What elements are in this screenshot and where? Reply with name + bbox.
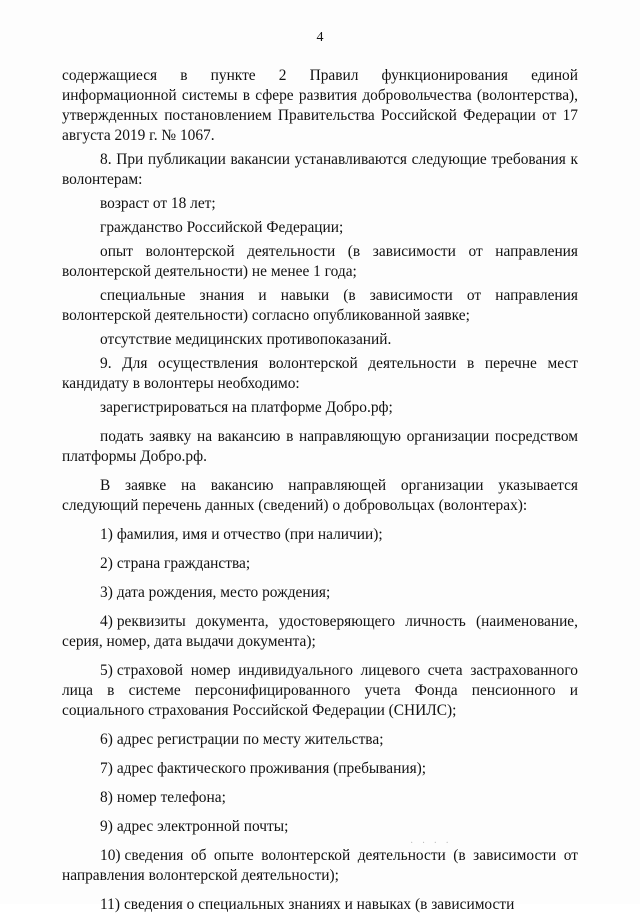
list-item-text: сведения о специальных знаниях и навыках (в зависимости [123,896,515,913]
list-item [62,661,578,721]
list-item-number: 9) [100,818,113,835]
paragraph-requirements-intro: 8. При публикации вакансии устанавливаются следующие требования к волонтерам: [62,151,578,188]
list-item [62,817,578,837]
list-item-number: 11) [100,896,120,913]
list-item [62,846,578,886]
paragraph-continuation: содержащиеся в пункте 2 Правил функционирования единой информационной системы в сфере развития добровольчества (волонтерства), утвержденных постановлением Правительства Российской Федерации от 17 августа 2019 г. № 1067. [62,67,578,144]
step-apply: подать заявку на вакансию в направляющую организации посредством платформы Добро.рф. [62,428,578,465]
step-register: зарегистрироваться на платформе Добро.рф; [100,399,393,416]
list-item [62,525,578,545]
page-number: 4 [316,30,324,45]
list-item-number: 2) [100,555,113,572]
list-item [62,583,578,603]
requirement-medical: отсутствие медицинских противопоказаний. [100,331,392,348]
list-item-text: адрес регистрации по месту жительства; [116,731,384,748]
list-item-number: 1) [100,526,113,543]
list-item [62,895,578,915]
list-item [62,730,578,750]
list-item-text: адрес электронной почты; [116,818,289,835]
requirement-age: возраст от 18 лет; [100,195,216,212]
list-item [62,554,578,574]
list-item-number: 7) [100,760,113,777]
list-item-text: реквизиты документа, удостоверяющего личность (наименование, серия, номер, дата выдачи документа); [62,613,578,650]
list-item [62,759,578,779]
list-item-number: 5) [100,662,113,679]
list-item-text: фамилия, имя и отчество (при наличии); [116,526,383,543]
list-item [62,612,578,652]
list-item-text: страховой номер индивидуального лицевого счета застрахованного лица в системе персонифицированного учета Фонда пенсионного и социального страхования Российской Федерации (СНИЛС); [62,662,578,719]
requirement-citizenship: гражданство Российской Федерации; [100,219,344,236]
list-item-number: 6) [100,731,113,748]
list-item-number: 3) [100,584,113,601]
scan-speckles: · · · · [410,838,452,849]
list-item-text: сведения об опыте волонтерской деятельности (в зависимости от направления волонтерской деятельности); [62,847,578,884]
list-item-text: страна гражданства; [116,555,251,572]
list-item-number: 10) [100,847,121,864]
paragraph-data-list-intro: В заявке на вакансию направляющей организации указывается следующий перечень данных (сведений) о добровольцах (волонтерах): [62,477,578,514]
list-item [62,788,578,808]
requirement-skills: специальные знания и навыки (в зависимости от направления волонтерской деятельности) согласно опубликованной заявке; [62,287,578,324]
document-body [62,66,578,919]
list-item-number: 8) [100,789,113,806]
paragraph-candidate-steps: 9. Для осуществления волонтерской деятельности в перечне мест кандидату в волонтеры необходимо: [62,355,578,392]
list-item-text: дата рождения, место рождения; [116,584,331,601]
list-item-text: номер телефона; [116,789,226,806]
list-item-text: адрес фактического проживания (пребывания); [116,760,427,777]
requirement-experience: опыт волонтерской деятельности (в зависимости от направления волонтерской деятельности) не менее 1 года; [62,243,578,280]
list-item-number: 4) [100,613,113,630]
